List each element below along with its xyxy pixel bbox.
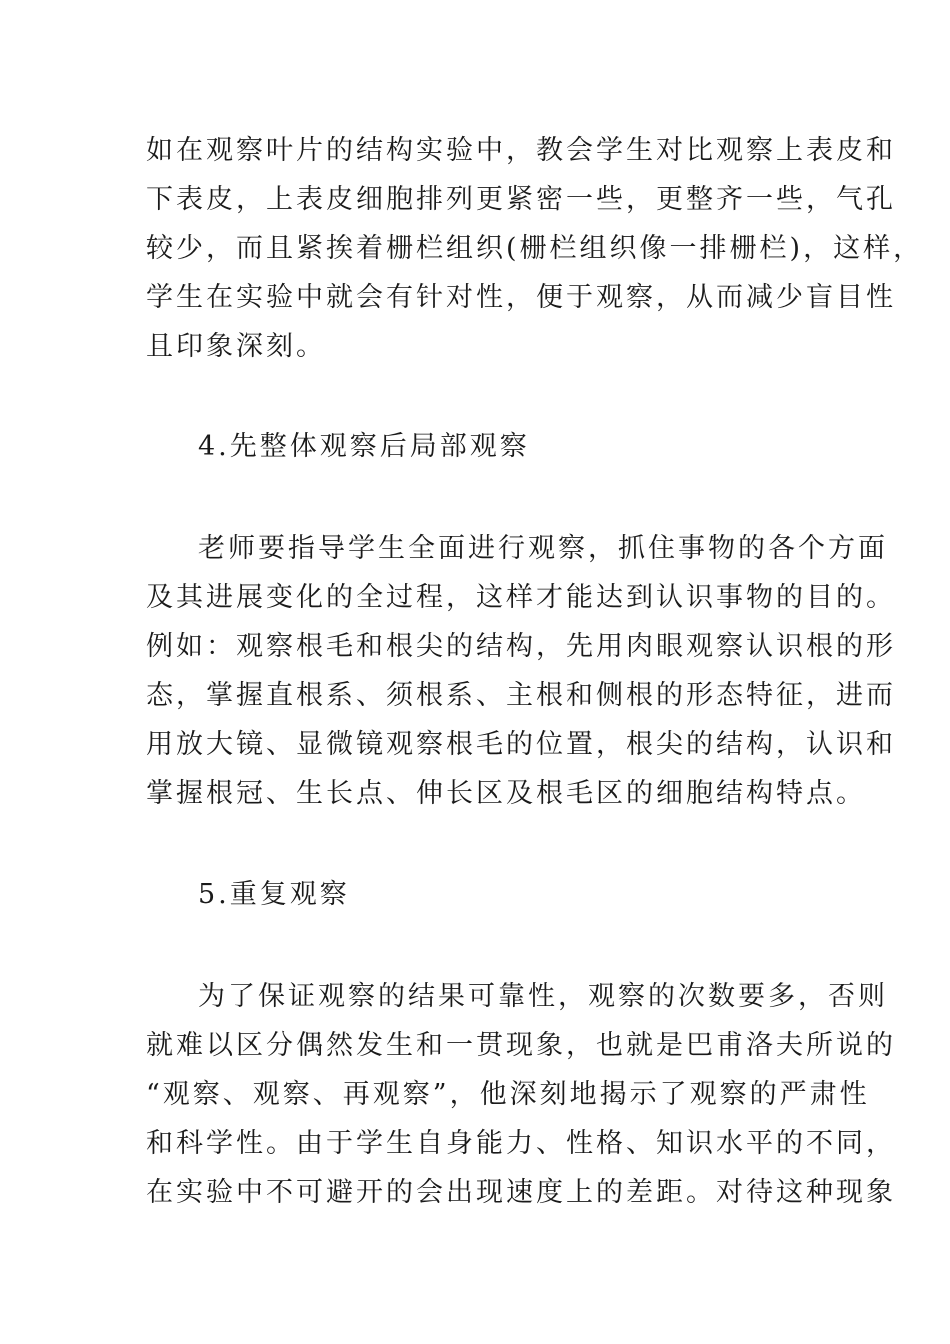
- paragraph-1-line-4: 学生在实验中就会有针对性，便于观察，从而减少盲目性: [146, 282, 896, 313]
- paragraph-2-line-2: 及其进展变化的全过程，这样才能达到认识事物的目的。: [146, 582, 896, 613]
- paragraph-3-line-4: 和科学性。由于学生自身能力、性格、知识水平的不同，: [146, 1128, 896, 1159]
- paragraph-3-line-5: 在实验中不可避开的会出现速度上的差距。对待这种现象: [146, 1177, 896, 1208]
- paragraph-3-line-3: “观察、观察、再观察”，他深刻地揭示了观察的严肃性: [146, 1079, 870, 1110]
- paragraph-3-line-1: 为了保证观察的结果可靠性，观察的次数要多，否则: [198, 981, 888, 1012]
- paragraph-2-line-1: 老师要指导学生全面进行观察，抓住事物的各个方面: [198, 533, 888, 564]
- paragraph-2-line-4: 态，掌握直根系、须根系、主根和侧根的形态特征，进而: [146, 680, 896, 711]
- paragraph-1-line-3: 较少，而且紧挨着栅栏组织(栅栏组织像一排栅栏)，这样，: [146, 233, 924, 264]
- paragraph-1-line-1: 如在观察叶片的结构实验中，教会学生对比观察上表皮和: [146, 135, 896, 166]
- section-heading-4: 4.先整体观察后局部观察: [198, 431, 530, 462]
- paragraph-2-line-3: 例如：观察根毛和根尖的结构，先用肉眼观察认识根的形: [146, 631, 896, 662]
- paragraph-2-line-6: 掌握根冠、生长点、伸长区及根毛区的细胞结构特点。: [146, 778, 866, 809]
- paragraph-3-line-2: 就难以区分偶然发生和一贯现象，也就是巴甫洛夫所说的: [146, 1030, 896, 1061]
- paragraph-1-line-2: 下表皮，上表皮细胞排列更紧密一些，更整齐一些，气孔: [146, 184, 896, 215]
- paragraph-1-line-5: 且印象深刻。: [146, 331, 326, 362]
- section-heading-5: 5.重复观察: [198, 879, 350, 910]
- paragraph-2-line-5: 用放大镜、显微镜观察根毛的位置，根尖的结构，认识和: [146, 729, 896, 760]
